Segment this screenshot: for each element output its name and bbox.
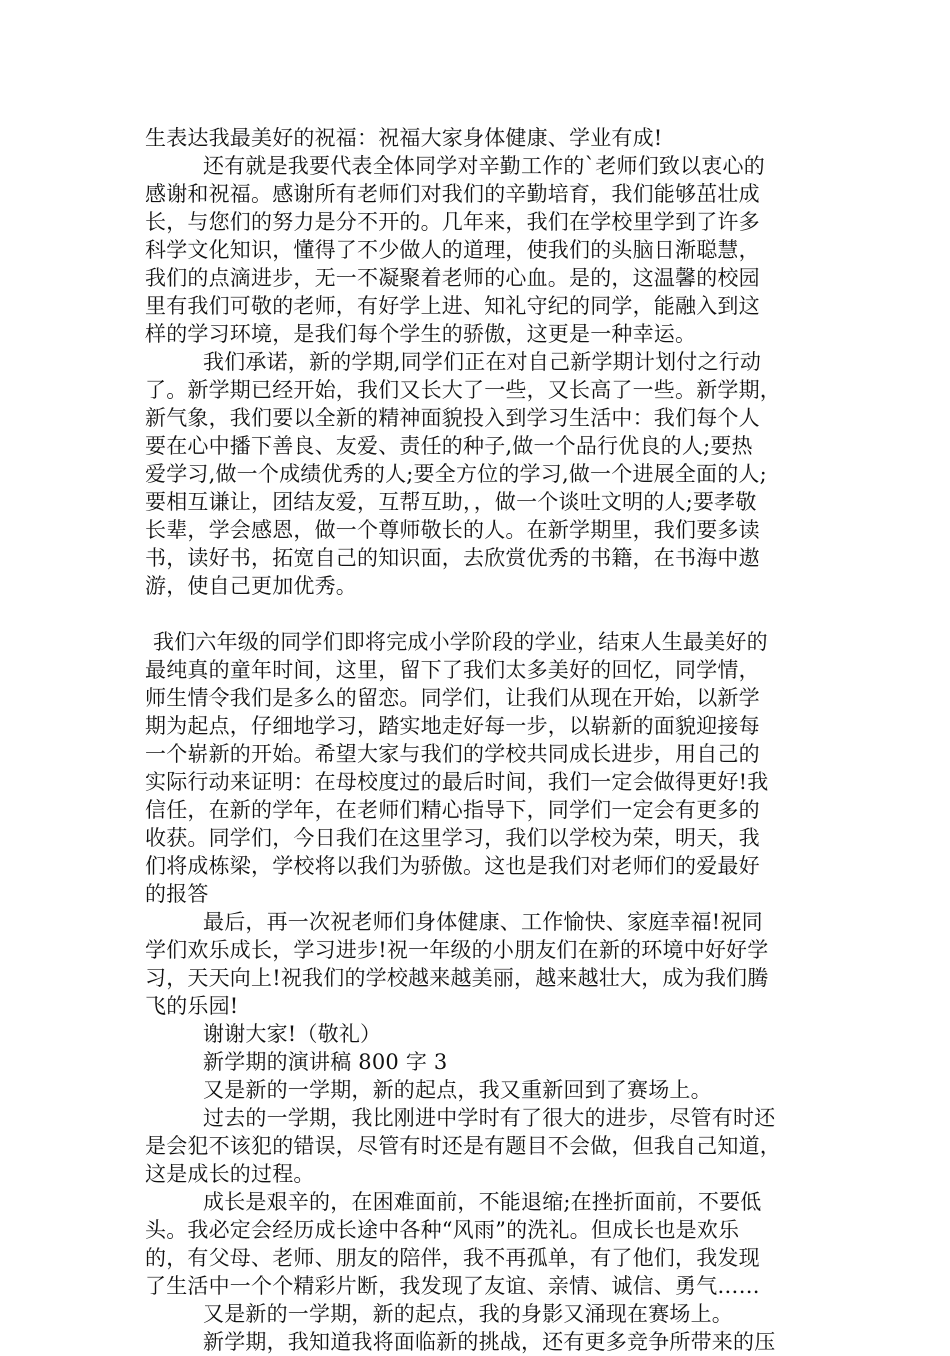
text-line: 飞的乐园!	[145, 994, 239, 1018]
text-line: 谢谢大家!（敬礼）	[203, 1022, 382, 1046]
text-line: 是会犯不该犯的错误，尽管有时还是有题目不会做，但我自己知道，	[145, 1134, 781, 1158]
text-line: 生表达我最美好的祝福：祝福大家身体健康、学业有成!	[145, 126, 663, 150]
blank-line	[145, 600, 811, 628]
text-line: 又是新的一学期，新的起点，我的身影又涌现在赛场上。	[203, 1302, 733, 1326]
text-line: 最后，再一次祝老师们身体健康、工作愉快、家庭幸福!祝同	[203, 910, 763, 934]
text-line: 我们的点滴进步，无一不凝聚着老师的心血。是的，这温馨的校园	[145, 266, 760, 290]
text-line: 要在心中播下善良、友爱、责任的种子,做一个品行优良的人;要热	[145, 434, 753, 458]
text-line: 又是新的一学期，新的起点，我又重新回到了赛场上。	[203, 1078, 712, 1102]
text-line: 我们承诺，新的学期,同学们正在对自己新学期计划付之行动	[203, 350, 762, 374]
text-line: 过去的一学期，我比刚进中学时有了很大的进步，尽管有时还	[203, 1106, 776, 1130]
text-line: 书，读好书，拓宽自己的知识面，去欣赏优秀的书籍，在书海中遨	[145, 546, 760, 570]
text-line: 样的学习环境，是我们每个学生的骄傲，这更是一种幸运。	[145, 322, 697, 346]
text-line: 要相互谦让，团结友爱，互帮互助，，做一个谈吐文明的人;要孝敬	[145, 490, 757, 514]
text-line: 实际行动来证明：在母校度过的最后时间，我们一定会做得更好!我	[145, 770, 769, 794]
text-line: 头。我必定会经历成长途中各种“风雨”的洗礼。但成长也是欢乐	[145, 1218, 740, 1242]
text-line: 长，与您们的努力是分不开的。几年来，我们在学校里学到了许多	[145, 210, 760, 234]
text-line: 期为起点，仔细地学习，踏实地走好每一步，以崭新的面貌迎接每	[145, 714, 760, 738]
text-line: 了生活中一个个精彩片断，我发现了友谊、亲情、诚信、勇气……	[145, 1274, 760, 1298]
text-line: 的报答	[145, 882, 209, 906]
text-line: 收获。同学们，今日我们在这里学习，我们以学校为荣，明天，我	[145, 826, 760, 850]
text-line: 新学期的演讲稿 800 字 3	[203, 1050, 448, 1074]
text-line: 里有我们可敬的老师，有好学上进、知礼守纪的同学，能融入到这	[145, 294, 760, 318]
text-line: 信任，在新的学年，在老师们精心指导下，同学们一定会有更多的	[145, 798, 760, 822]
text-line: 最纯真的童年时间，这里，留下了我们太多美好的回忆，同学情，	[145, 658, 760, 682]
text-line: 游，使自己更加优秀。	[145, 574, 357, 598]
text-line: 新学期，我知道我将面临新的挑战，还有更多竞争所带来的压	[203, 1330, 776, 1354]
text-line: 长辈，学会感恩，做一个尊师敬长的人。在新学期里，我们要多读	[145, 518, 760, 542]
text-line: 感谢和祝福。感谢所有老师们对我们的辛勤培育，我们能够茁壮成	[145, 182, 760, 206]
text-line: 新气象，我们要以全新的精神面貌投入到学习生活中：我们每个人	[145, 406, 760, 430]
text-line: 习，天天向上!祝我们的学校越来越美丽，越来越壮大，成为我们腾	[145, 966, 769, 990]
text-line: 学们欢乐成长，学习进步!祝一年级的小朋友们在新的环境中好好学	[145, 938, 769, 962]
document-body	[145, 124, 811, 1356]
text-line: 成长是艰辛的，在困难面前，不能退缩;在挫折面前，不要低	[203, 1190, 762, 1214]
text-line: 这是成长的过程。	[145, 1162, 315, 1186]
text-line: 师生情令我们是多么的留恋。同学们，让我们从现在开始，以新学	[145, 686, 760, 710]
text-line: 一个崭新的开始。希望大家与我们的学校共同成长进步，用自己的	[145, 742, 760, 766]
text-line: 了。新学期已经开始，我们又长大了一些，又长高了一些。新学期，	[145, 378, 781, 402]
text-line: 爱学习,做一个成绩优秀的人;要全方位的学习,做一个进展全面的人;	[145, 462, 767, 486]
text-line: 科学文化知识，懂得了不少做人的道理，使我们的头脑日渐聪慧，	[145, 238, 760, 262]
text-line: 还有就是我要代表全体同学对辛勤工作的`老师们致以衷心的	[203, 154, 765, 178]
text-line: 的，有父母、老师、朋友的陪伴，我不再孤单，有了他们，我发现	[145, 1246, 760, 1270]
text-line: 我们六年级的同学们即将完成小学阶段的学业，结束人生最美好的	[153, 630, 768, 654]
text-line: 们将成栋梁，学校将以我们为骄傲。这也是我们对老师们的爱最好	[145, 854, 760, 878]
